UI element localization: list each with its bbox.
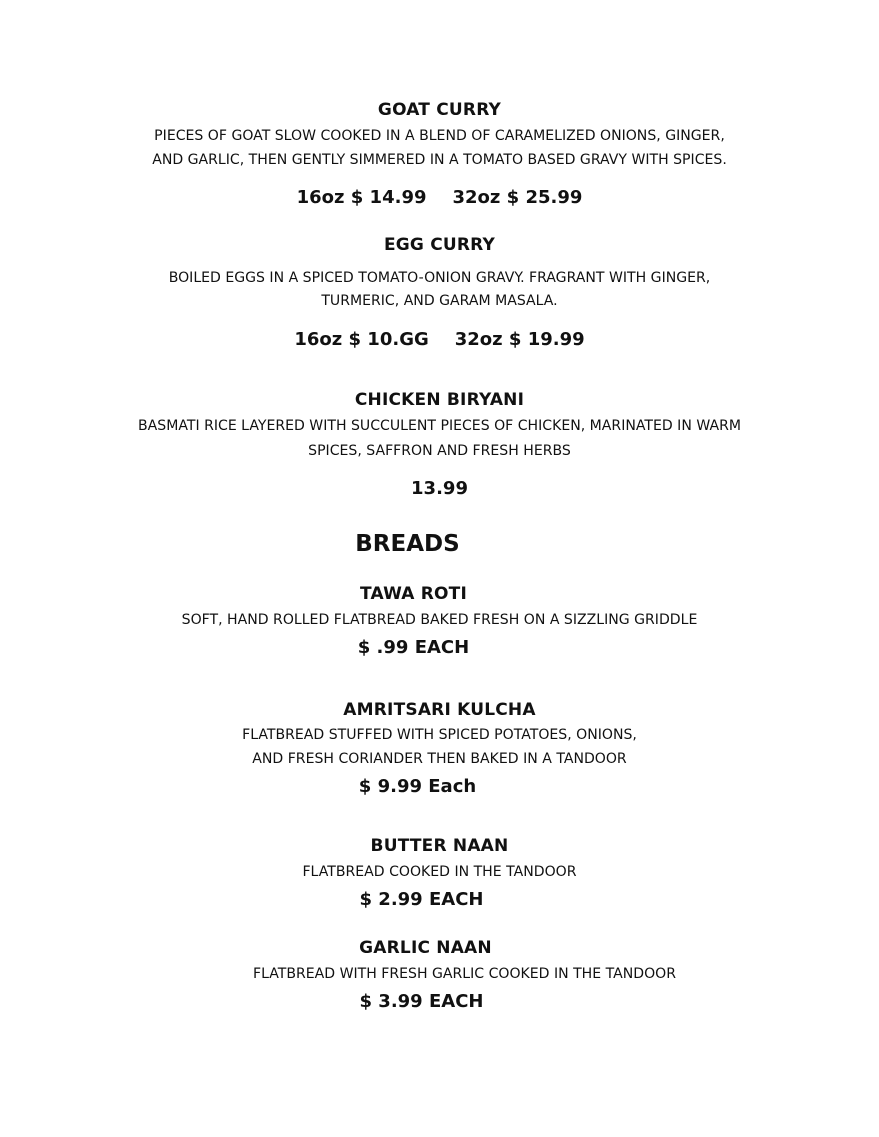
butter-naan-desc-line-1: FLATBREAD COOKED IN THE TANDOOR bbox=[302, 864, 577, 880]
amritsari-kulcha-price: $ 9.99 Each bbox=[358, 776, 477, 797]
amritsari-kulcha-name: AMRITSARI KULCHA bbox=[343, 700, 536, 720]
goat-curry-desc-line-1: PIECES OF GOAT SLOW COOKED IN A BLEND OF CARAMELIZED ONIONS, GINGER, bbox=[154, 128, 725, 144]
goat-curry-price-32oz: 32oz $ 25.99 bbox=[452, 187, 583, 208]
amritsari-kulcha-desc-line-1: FLATBREAD STUFFED WITH SPICED POTATOES, ONIONS, bbox=[242, 727, 637, 743]
chicken-biryani-price: 13.99 bbox=[411, 478, 468, 499]
garlic-naan-price: $ 3.99 EACH bbox=[359, 991, 484, 1012]
goat-curry-name: GOAT CURRY bbox=[377, 100, 502, 120]
tawa-roti-desc-line-1: SOFT, HAND ROLLED FLATBREAD BAKED FRESH ON A SIZZLING GRIDDLE bbox=[181, 612, 698, 628]
egg-curry-desc-line-1: BOILED EGGS IN A SPICED TOMATO-ONION GRAVY. FRAGRANT WITH GINGER, bbox=[168, 270, 711, 286]
goat-curry-prices bbox=[0, 187, 879, 208]
amritsari-kulcha-desc-line-2: AND FRESH CORIANDER THEN BAKED IN A TANDOOR bbox=[252, 751, 627, 767]
garlic-naan-name: GARLIC NAAN bbox=[359, 938, 492, 958]
chicken-biryani-desc-line-2: SPICES, SAFFRON AND FRESH HERBS bbox=[308, 443, 571, 459]
tawa-roti-price: $ .99 EACH bbox=[357, 637, 470, 658]
goat-curry-desc-line-2: AND GARLIC, THEN GENTLY SIMMERED IN A TOMATO BASED GRAVY WITH SPICES. bbox=[152, 152, 727, 168]
goat-curry-price-16oz: 16oz $ 14.99 bbox=[296, 187, 427, 208]
breads-section-heading: BREADS bbox=[355, 531, 460, 557]
butter-naan-name: BUTTER NAAN bbox=[370, 836, 509, 856]
chicken-biryani-name: CHICKEN BIRYANI bbox=[354, 390, 525, 410]
egg-curry-name: EGG CURRY bbox=[383, 235, 496, 255]
tawa-roti-name: TAWA ROTI bbox=[360, 584, 467, 604]
egg-curry-price-16oz: 16oz $ 10.GG bbox=[294, 329, 429, 350]
egg-curry-price-32oz: 32oz $ 19.99 bbox=[454, 329, 585, 350]
butter-naan-price: $ 2.99 EACH bbox=[359, 889, 484, 910]
egg-curry-desc-line-2: TURMERIC, AND GARAM MASALA. bbox=[321, 293, 558, 309]
chicken-biryani-desc-line-1: BASMATI RICE LAYERED WITH SUCCULENT PIECES OF CHICKEN, MARINATED IN WARM bbox=[138, 418, 741, 434]
garlic-naan-desc-line-1: FLATBREAD WITH FRESH GARLIC COOKED IN THE TANDOOR bbox=[252, 966, 677, 982]
egg-curry-prices bbox=[0, 329, 879, 350]
